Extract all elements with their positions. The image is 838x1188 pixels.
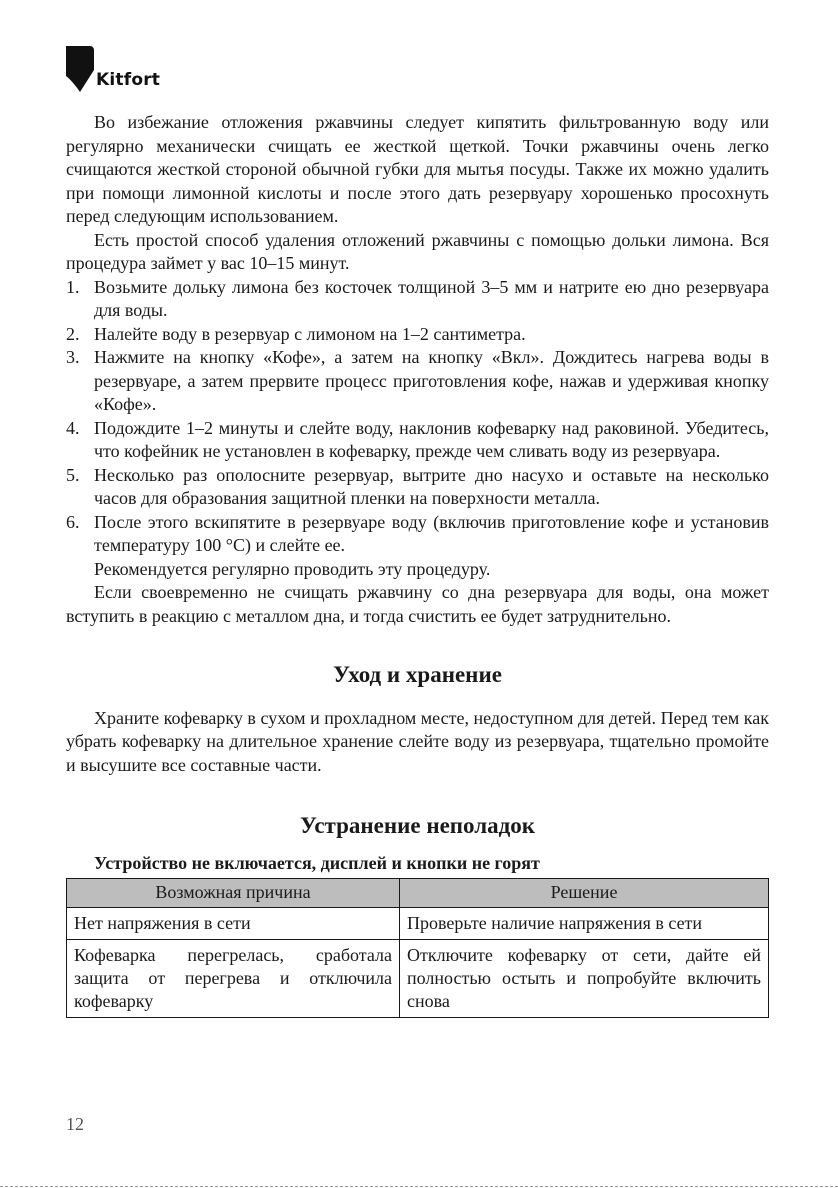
step-number: 3.: [66, 347, 80, 367]
recommendation-paragraph: Рекомендуется регулярно проводить эту процедуру.: [94, 558, 491, 579]
troubleshooting-heading: Устранение неполадок: [299, 813, 536, 838]
list-item: [66, 276, 769, 323]
troubleshooting-subheading: Устройство не включается, дисплей и кнопки не горят: [94, 852, 540, 873]
intro-paragraph-1: Во избежание отложения ржавчины следует кипятить фильтрованную воду или регулярно механически счищать ее жесткой щеткой. Точки ржавчины очень легко счищаются жесткой стороной обычной губки для мытья посуды. Также их можно удалить при помощи лимонной кислоты и после этого дать резервуару хорошенько просохнуть перед следующим использованием.: [66, 112, 769, 226]
column-header-cause: Возможная причина: [67, 879, 400, 908]
brand-name: Kitfort: [96, 70, 161, 90]
step-text: Налейте воду в резервуар с лимоном на 1–2 сантиметра.: [94, 323, 526, 344]
list-item: [66, 464, 769, 511]
list-item: [66, 346, 769, 417]
page-bottom-divider: [0, 1186, 838, 1187]
page-number: 12: [66, 1114, 84, 1134]
intro-paragraph-2: Есть простой способ удаления отложений ржавчины с помощью дольки лимона. Вся процедура займет у вас 10–15 минут.: [66, 229, 769, 273]
troubleshooting-table: [66, 878, 769, 1018]
step-text: После этого вскипятите в резервуаре воду (включив приготовление кофе и установив температуру 100 °C) и слейте ее.: [94, 511, 769, 555]
step-text: Несколько раз ополосните резервуар, вытрите дно насухо и оставьте на несколько часов для образования защитной пленки на поверхности металла.: [94, 464, 769, 508]
table-row: [67, 908, 769, 940]
step-number: 2.: [66, 323, 80, 344]
step-text: Возьмите дольку лимона без косточек толщиной 3–5 мм и натрите ею дно резервуара для воды.: [94, 276, 769, 320]
care-paragraph: Храните кофеварку в сухом и прохладном месте, недоступном для детей. Перед тем как убрать кофеварку на длительное хранение слейте воду из резервуара, тщательно промойте и высушите все составные части.: [66, 707, 769, 775]
step-number: 6.: [66, 511, 80, 532]
solution-cell: Проверьте наличие напряжения в сети: [400, 908, 769, 940]
list-item: [66, 511, 769, 558]
step-text: Подождите 1–2 минуты и слейте воду, наклонив кофеварку над раковиной. Убедитесь, что кофейник не установлен в кофеварку, прежде чем сливать воду из резервуара.: [94, 417, 769, 461]
kitfort-logo-icon: [66, 46, 94, 92]
cleaning-steps-list: [66, 276, 769, 558]
list-item: [66, 417, 769, 464]
brand-logo: [66, 46, 160, 92]
step-number: 4.: [66, 417, 80, 438]
solution-cell: Отключите кофеварку от сети, дайте ей полностью остыть и попробуйте включить снова: [400, 940, 769, 1018]
cause-cell: Нет напряжения в сети: [67, 908, 400, 940]
step-number: 1.: [66, 276, 80, 297]
care-heading: Уход и хранение: [333, 662, 502, 687]
column-header-solution: Решение: [400, 879, 769, 908]
step-number: 5.: [66, 464, 80, 485]
cause-cell: Кофеварка перегрелась, сработала защита от перегрева и отключила кофеварку: [67, 940, 400, 1018]
table-row: [67, 940, 769, 1018]
table-header-row: [67, 879, 769, 908]
page-content: [66, 111, 769, 1018]
list-item: [66, 323, 769, 347]
warning-paragraph: Если своевременно не счищать ржавчину со дна резервуара для воды, она может вступить в реакцию с металлом дна, и тогда счистить ее будет затруднительно.: [66, 582, 769, 626]
step-text: Нажмите на кнопку «Кофе», а затем на кнопку «Вкл». Дождитесь нагрева воды в резервуаре, а затем прервите процесс приготовления кофе, нажав и удерживая кнопку «Кофе».: [94, 347, 769, 414]
